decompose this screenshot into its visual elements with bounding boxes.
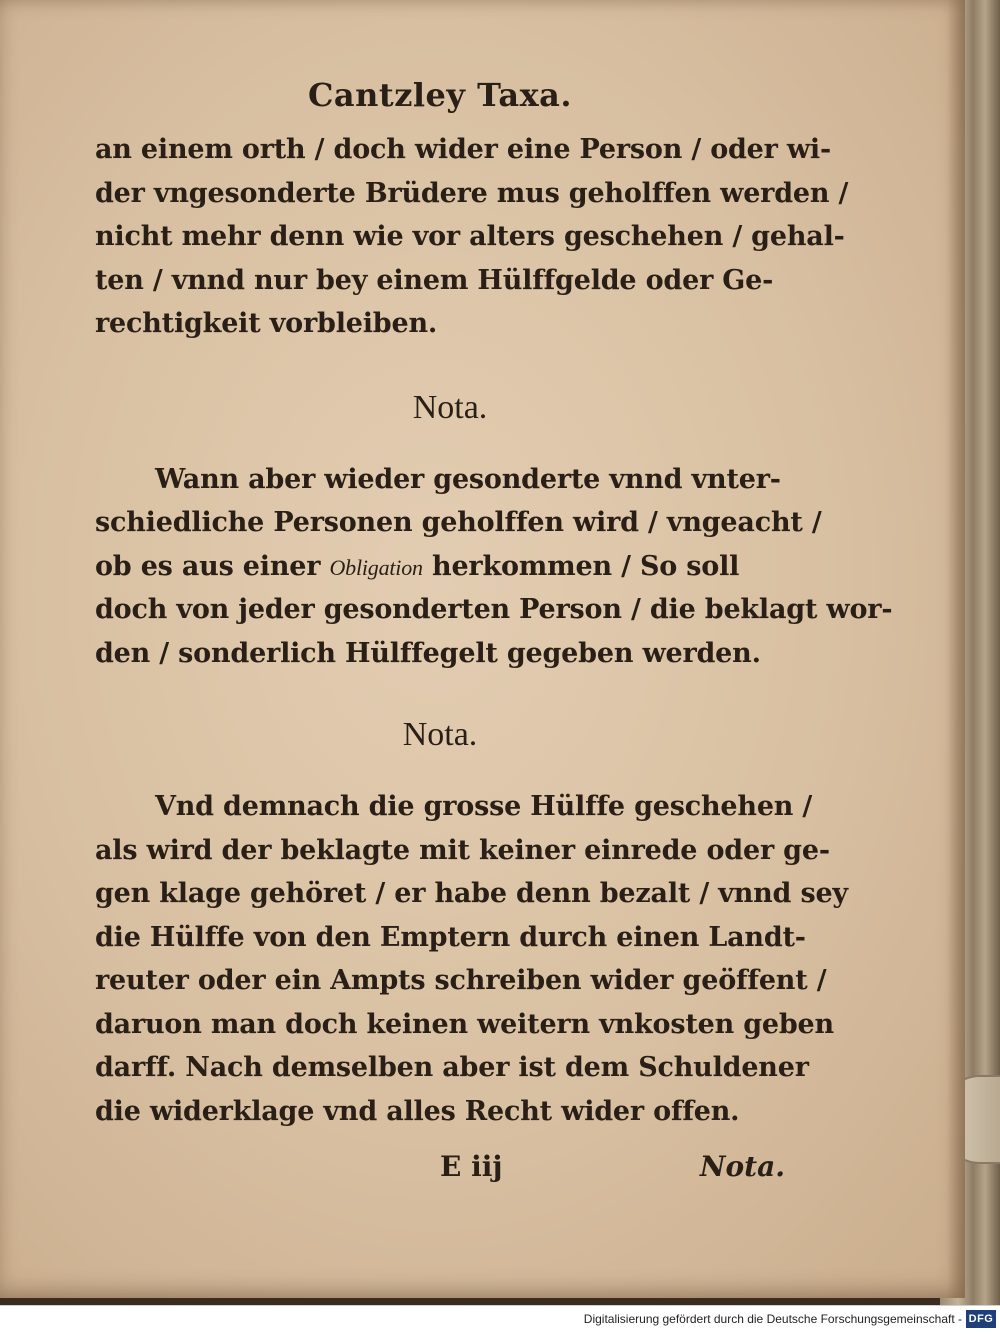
text-line xyxy=(95,545,785,589)
text-line: gen klage gehöret / er habe denn bezalt / vnnd sey xyxy=(95,878,848,909)
running-head: Cantzley Taxa. xyxy=(307,76,573,114)
text-line: doch von jeder gesonderten Person / die beklagt wor- xyxy=(95,594,893,625)
text-line: reuter oder ein Ampts schreiben wider geöffent / xyxy=(95,965,827,996)
page-text-block xyxy=(95,70,893,1133)
paragraph-1 xyxy=(95,128,849,346)
signature-mark: E iij xyxy=(440,1150,503,1183)
catchword: Nota. xyxy=(699,1150,785,1183)
text-line: der vngesonderte Brüdere mus geholffen werden / xyxy=(95,177,849,209)
text-line: schiedliche Personen geholffen wird / vngeacht / xyxy=(95,507,822,538)
paragraph-3 xyxy=(95,785,848,1133)
text-line: die widerklage vnd alles Recht wider offen. xyxy=(95,1095,740,1127)
dfg-logo-icon[interactable]: DFG xyxy=(966,1310,996,1328)
section-heading-nota: Nota. xyxy=(412,388,488,426)
text-line: daruon man doch keinen weitern vnkosten geben xyxy=(95,1008,834,1040)
credit-text: Digitalisierung gefördert durch die Deutsche Forschungsgemeinschaft - xyxy=(583,1312,962,1326)
text-line: an einem orth / doch wider eine Person / oder wi- xyxy=(95,134,831,165)
text-segment: ob es aus einer xyxy=(95,550,330,582)
text-line: Vnd demnach die grosse Hülffe geschehen / xyxy=(155,791,813,822)
text-line: darff. Nach demselben aber ist dem Schuldener xyxy=(95,1052,809,1083)
text-line: ten / vnnd nur bey einem Hülffgelde oder Ge- xyxy=(95,264,774,296)
text-line: die Hülffe von den Emptern durch einen Landt- xyxy=(95,921,806,953)
text-line: nicht mehr denn wie vor alters geschehen / gehal- xyxy=(95,221,845,252)
text-line: Wann aber wieder gesonderte vnnd vnter- xyxy=(155,463,781,495)
digitization-credit-bar xyxy=(0,1305,1000,1334)
text-line: als wird der beklagte mit keiner einrede oder ge- xyxy=(95,834,830,866)
latin-term: Obligation xyxy=(329,554,423,580)
text-segment: herkommen / So soll xyxy=(422,550,740,582)
text-line: rechtigkeit vorbleiben. xyxy=(95,308,438,339)
page-fold-shadow xyxy=(947,0,965,1298)
text-line: den / sonderlich Hülffegelt gegeben werden. xyxy=(95,637,761,669)
paragraph-2 xyxy=(95,458,893,676)
section-heading-nota: Nota. xyxy=(402,716,478,753)
page-foot xyxy=(95,1150,785,1196)
